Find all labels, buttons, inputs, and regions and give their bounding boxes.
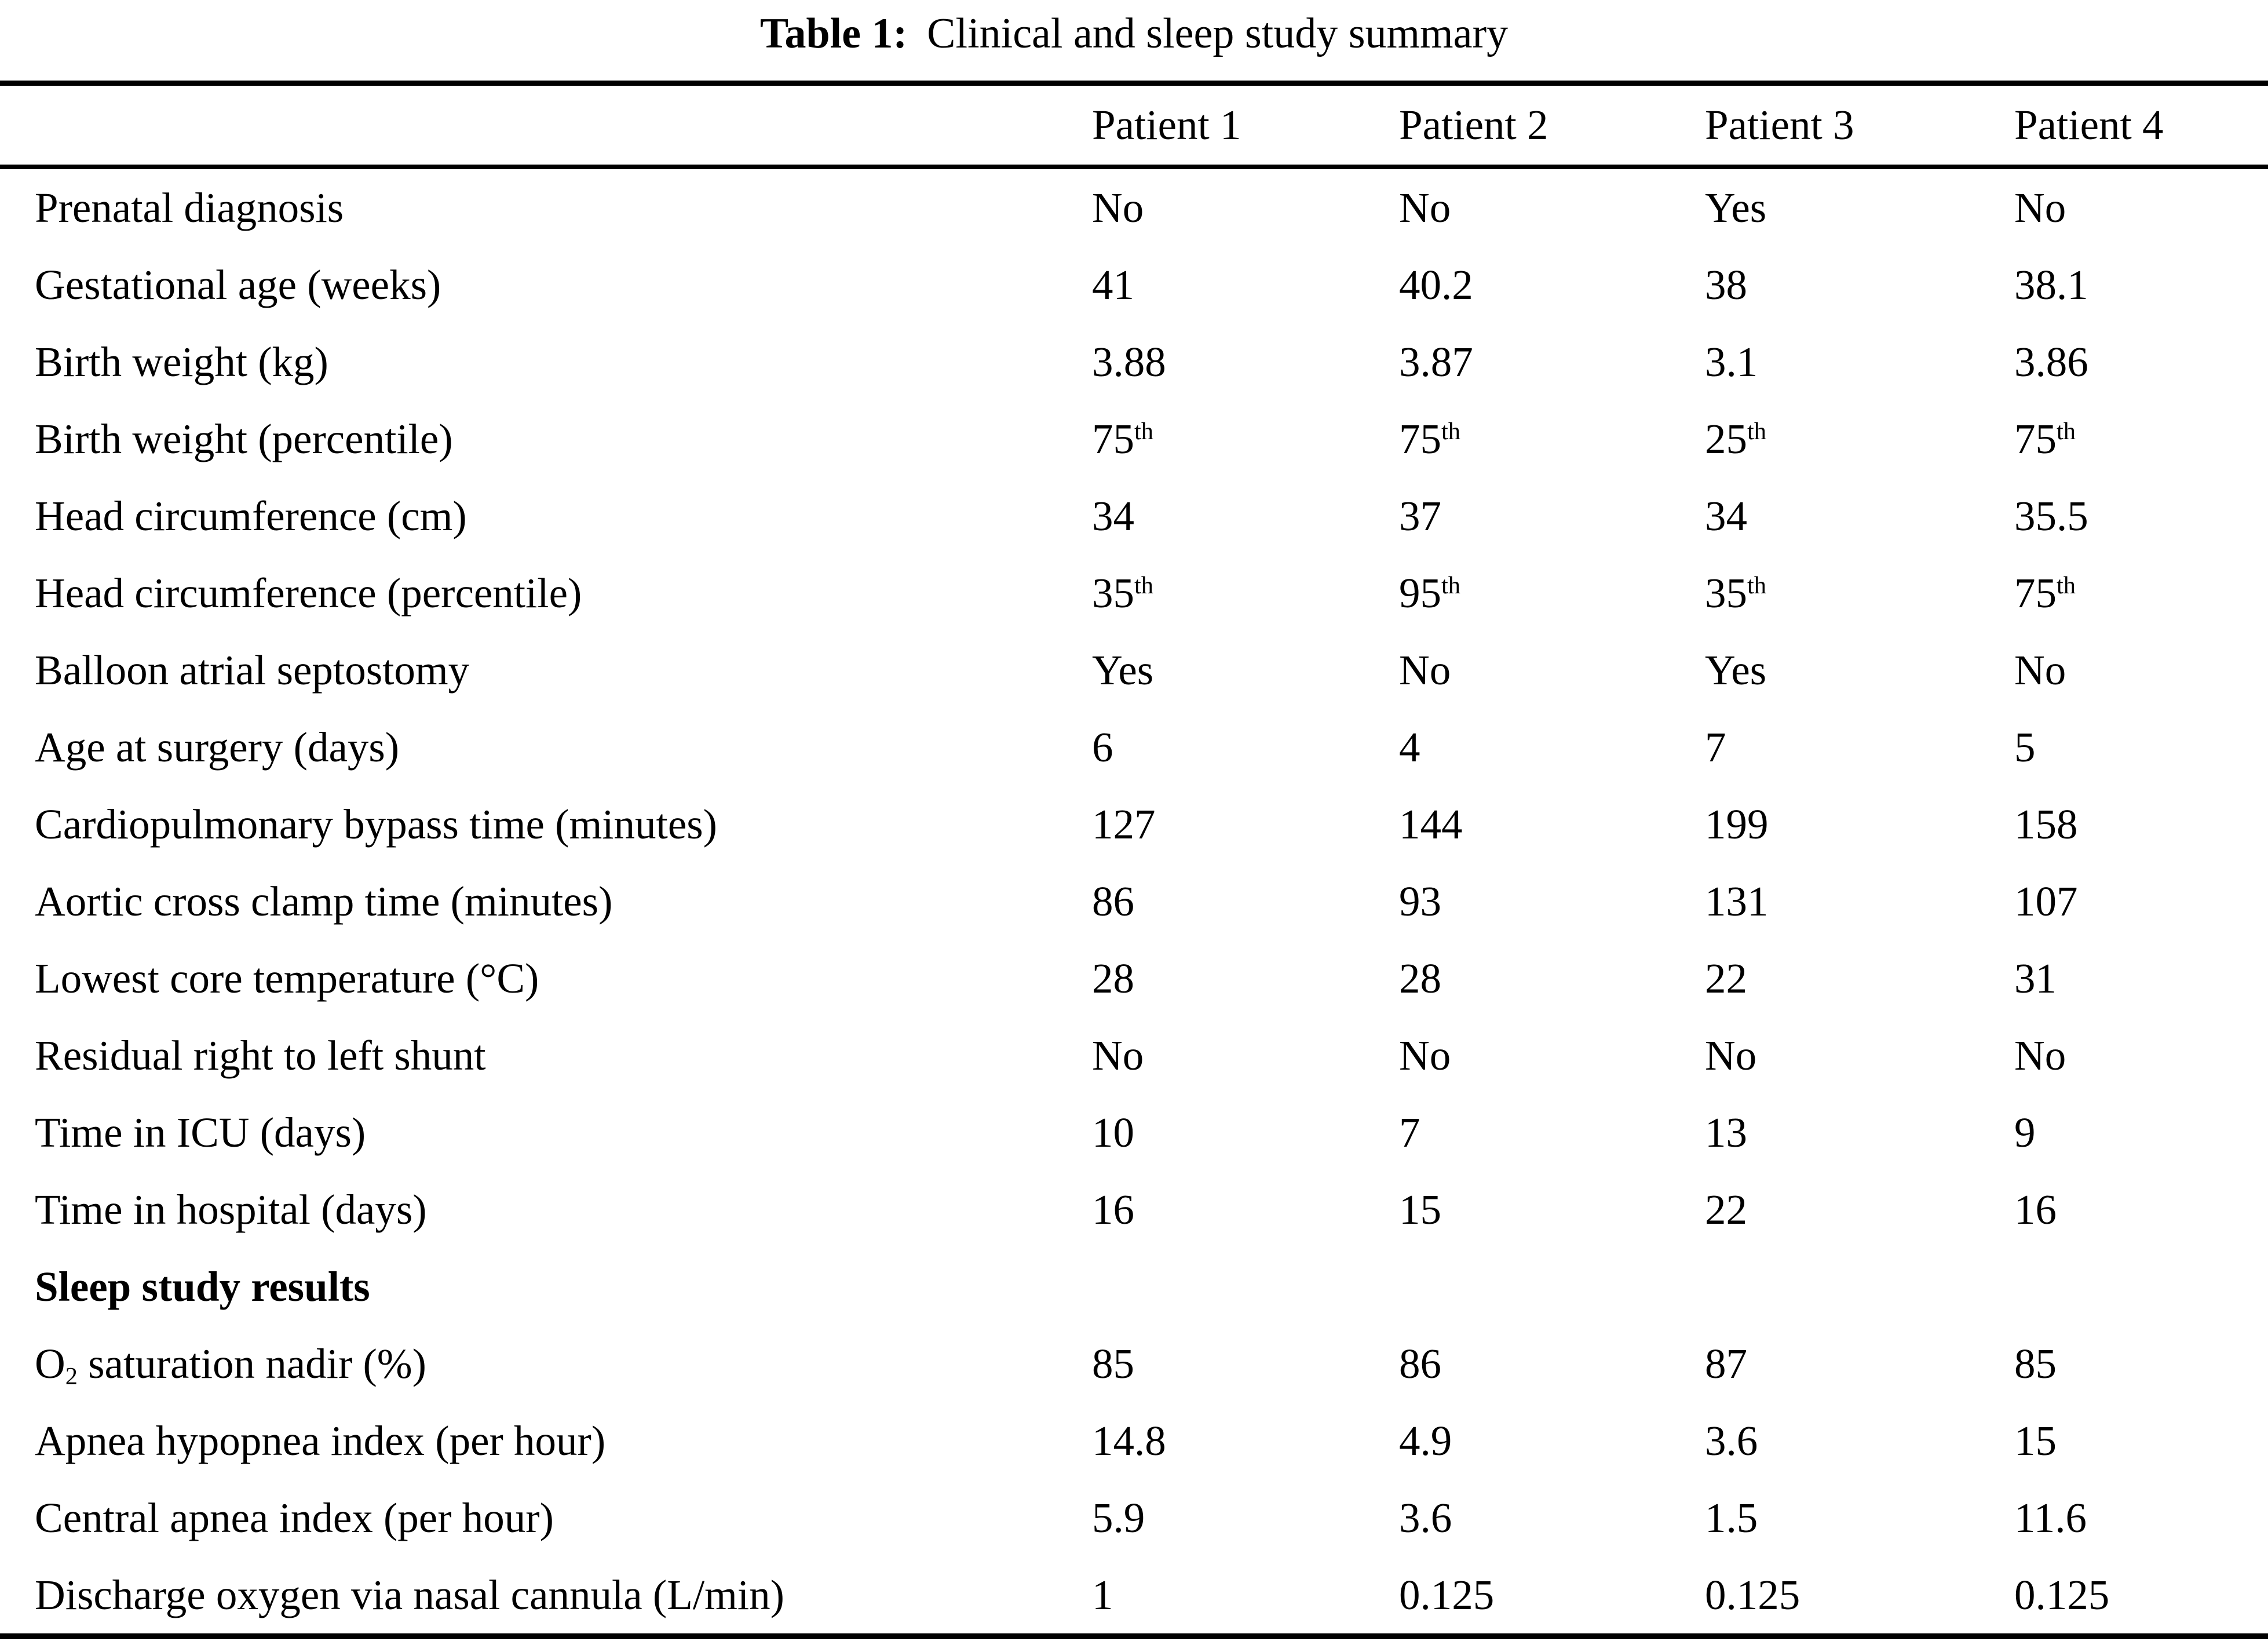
value-cell: 144 [1399, 800, 1463, 848]
row-label-cell: Sleep study results [35, 1263, 370, 1310]
table-row [0, 1556, 2268, 1636]
row-label-cell: Discharge oxygen via nasal cannula (L/min) [35, 1571, 784, 1618]
value-cell: 35th [1092, 569, 1153, 617]
value-cell: 85 [1092, 1340, 1134, 1387]
value-cell: 86 [1092, 877, 1134, 925]
value-cell: 5.9 [1092, 1494, 1145, 1541]
value-cell: 16 [1092, 1186, 1134, 1233]
value-cell: 28 [1092, 954, 1134, 1002]
value-cell: 3.6 [1705, 1417, 1758, 1464]
table-row [0, 786, 2268, 863]
value-cell: 3.88 [1092, 338, 1166, 385]
value-cell: 75th [1399, 415, 1460, 462]
table-row [0, 940, 2268, 1017]
value-cell: 131 [1705, 877, 1769, 925]
row-label-cell: Balloon atrial septostomy [35, 646, 470, 694]
value-cell: 75th [1092, 415, 1153, 462]
value-cell: 3.87 [1399, 338, 1473, 385]
row-label-cell: Birth weight (percentile) [35, 415, 453, 462]
table-row [0, 1094, 2268, 1171]
value-cell: No [1705, 1031, 1757, 1079]
table-row [0, 1402, 2268, 1479]
value-cell: 7 [1705, 723, 1726, 771]
value-cell: 127 [1092, 800, 1156, 848]
value-cell: 38 [1705, 261, 1747, 308]
value-cell: No [1092, 184, 1144, 231]
value-cell: 4 [1399, 723, 1420, 771]
row-label-cell: Birth weight (kg) [35, 338, 328, 385]
row-label-cell: Head circumference (percentile) [35, 569, 582, 617]
row-label-cell: Central apnea index (per hour) [35, 1494, 554, 1541]
table-row [0, 400, 2268, 477]
value-cell: 13 [1705, 1108, 1747, 1156]
value-cell [1399, 1248, 1705, 1325]
value-cell: 3.86 [2014, 338, 2088, 385]
value-cell: 0.125 [2014, 1571, 2110, 1618]
value-cell: 107 [2014, 877, 2078, 925]
value-cell: 86 [1399, 1340, 1441, 1387]
table-row [0, 709, 2268, 786]
value-cell [1092, 1248, 1399, 1325]
table-row [0, 1479, 2268, 1556]
clinical-sleep-summary-table [0, 81, 2268, 1639]
value-cell: 158 [2014, 800, 2078, 848]
value-cell: 34 [1705, 492, 1747, 539]
header-row [0, 83, 2268, 167]
table-row [0, 477, 2268, 555]
value-cell: 22 [1705, 954, 1747, 1002]
value-cell: Yes [1705, 184, 1767, 231]
value-cell: 41 [1092, 261, 1134, 308]
value-cell: No [2014, 1031, 2066, 1079]
table-row [0, 167, 2268, 246]
row-label-cell: Apnea hypopnea index (per hour) [35, 1417, 606, 1464]
column-header: Patient 2 [1399, 83, 1705, 167]
row-label-cell: Aortic cross clamp time (minutes) [35, 877, 613, 925]
value-cell: 22 [1705, 1186, 1747, 1233]
row-label-cell: Age at surgery (days) [35, 723, 400, 771]
value-cell: 87 [1705, 1340, 1747, 1387]
row-label-cell: $O_2$ saturation nadir (%) [35, 1340, 426, 1391]
value-cell: No [1399, 184, 1451, 231]
value-cell: 1.5 [1705, 1494, 1758, 1541]
table-row [0, 863, 2268, 940]
value-cell: 15 [1399, 1186, 1441, 1233]
value-cell: 3.6 [1399, 1494, 1452, 1541]
value-cell: 93 [1399, 877, 1441, 925]
column-header: Patient 4 [2014, 83, 2268, 167]
value-cell [1705, 1248, 2014, 1325]
value-cell: 4.9 [1399, 1417, 1452, 1464]
value-cell: No [2014, 646, 2066, 694]
row-label-cell: Residual right to left shunt [35, 1031, 486, 1079]
row-label-cell: Gestational age (weeks) [35, 261, 441, 308]
value-cell: 75th [2014, 415, 2076, 462]
section-row [0, 1248, 2268, 1325]
value-cell: 1 [1092, 1571, 1113, 1618]
value-cell: 0.125 [1705, 1571, 1800, 1618]
row-label-cell: Time in hospital (days) [35, 1186, 427, 1233]
value-cell: 34 [1092, 492, 1134, 539]
row-label-cell: Head circumference (cm) [35, 492, 467, 539]
value-cell: 199 [1705, 800, 1769, 848]
value-cell: 7 [1399, 1108, 1420, 1156]
value-cell: 9 [2014, 1108, 2036, 1156]
value-cell: 14.8 [1092, 1417, 1166, 1464]
value-cell: No [1399, 1031, 1451, 1079]
value-cell: Yes [1705, 646, 1767, 694]
column-header: Patient 1 [1092, 83, 1399, 167]
row-label-cell: Prenatal diagnosis [35, 184, 344, 231]
header-spacer-cell [0, 83, 1092, 167]
value-cell: 0.125 [1399, 1571, 1495, 1618]
value-cell: 25th [1705, 415, 1766, 462]
value-cell: 28 [1399, 954, 1441, 1002]
row-label-cell: Lowest core temperature (°C) [35, 954, 539, 1002]
value-cell: 35th [1705, 569, 1766, 617]
value-cell: 40.2 [1399, 261, 1473, 308]
value-cell: 75th [2014, 569, 2076, 617]
column-header: Patient 3 [1705, 83, 2014, 167]
value-cell: 85 [2014, 1340, 2057, 1387]
value-cell: 38.1 [2014, 261, 2088, 308]
table-row [0, 1017, 2268, 1094]
table-row [0, 1325, 2268, 1402]
value-cell: 37 [1399, 492, 1441, 539]
value-cell: 11.6 [2014, 1494, 2087, 1541]
table-row [0, 246, 2268, 323]
value-cell: 35.5 [2014, 492, 2088, 539]
row-label-cell: Time in ICU (days) [35, 1108, 366, 1156]
value-cell: 5 [2014, 723, 2036, 771]
value-cell: Yes [1092, 646, 1154, 694]
value-cell: 6 [1092, 723, 1113, 771]
value-cell: 31 [2014, 954, 2057, 1002]
value-cell: 3.1 [1705, 338, 1758, 385]
value-cell: 15 [2014, 1417, 2057, 1464]
table-row [0, 555, 2268, 632]
value-cell [2014, 1248, 2268, 1325]
table-caption-label: Table 1: [759, 10, 908, 57]
value-cell: No [1092, 1031, 1144, 1079]
value-cell: No [1399, 646, 1451, 694]
table-row [0, 323, 2268, 400]
row-label-cell: Cardiopulmonary bypass time (minutes) [35, 800, 717, 848]
value-cell: 10 [1092, 1108, 1134, 1156]
table-row [0, 1171, 2268, 1248]
value-cell: 16 [2014, 1186, 2057, 1233]
table-body [0, 167, 2268, 1636]
table-caption [0, 0, 2268, 81]
value-cell: No [2014, 184, 2066, 231]
table-row [0, 632, 2268, 709]
table-caption-text: Clinical and sleep study summary [927, 10, 1509, 57]
value-cell: 95th [1399, 569, 1460, 617]
